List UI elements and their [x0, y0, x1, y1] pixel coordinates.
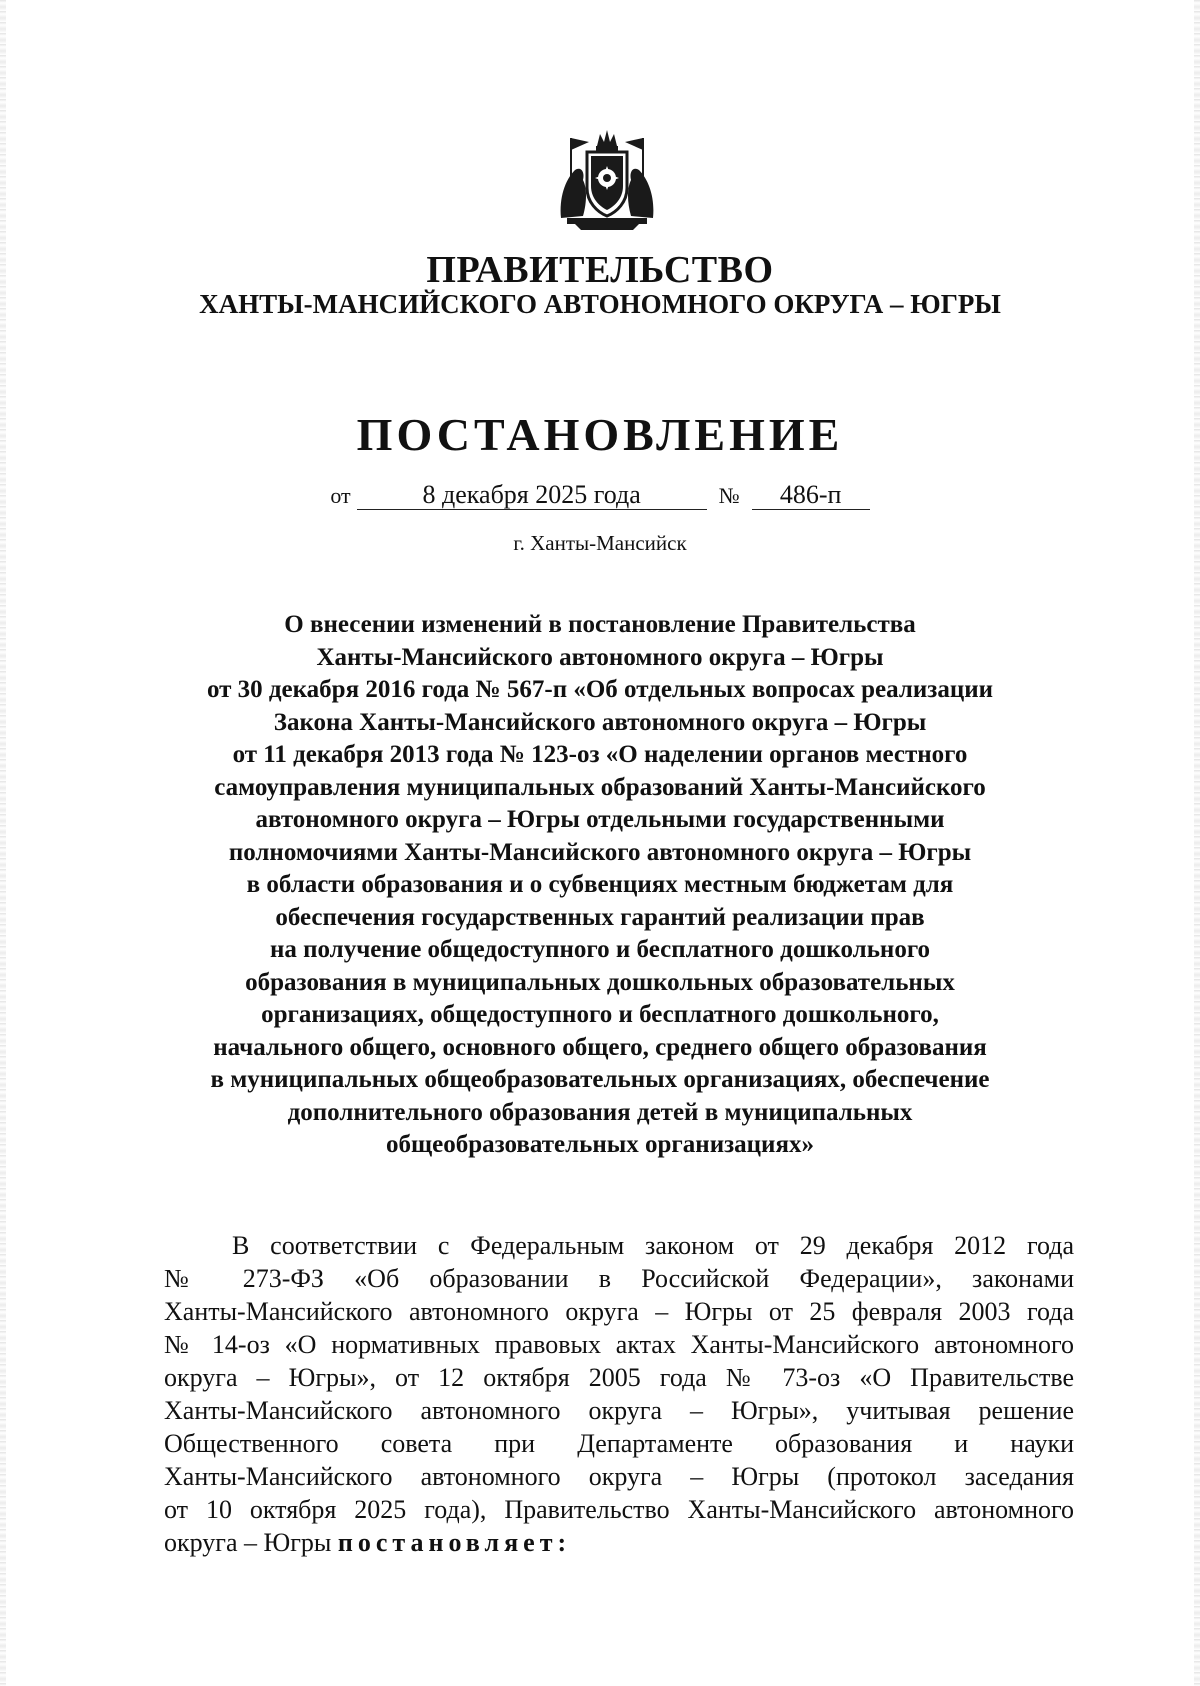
- heading-line: образования в муниципальных дошкольных образовательных: [245, 968, 955, 996]
- body-line: № 14-оз «О нормативных правовых актах Ханты-Мансийского автономного: [164, 1330, 1074, 1359]
- document-heading: [0, 609, 1200, 1162]
- body-line: № 273-ФЗ «Об образовании в Российской Федерации», законами: [164, 1264, 1074, 1293]
- heading-line: дополнительного образования детей в муниципальных: [287, 1098, 913, 1126]
- heading-line: от 30 декабря 2016 года № 567-п «Об отдельных вопросах реализации: [206, 676, 994, 703]
- body-line: Общественного совета при Департаменте образования и науки: [164, 1429, 1074, 1458]
- body-line: Ханты-Мансийского автономного округа – Югры (протокол заседания: [164, 1462, 1074, 1491]
- heading-line: начального общего, основного общего, среднего общего образования: [213, 1033, 987, 1061]
- heading-line: в муниципальных общеобразовательных организациях, обеспечение: [210, 1066, 990, 1093]
- government-title: ПРАВИТЕЛЬСТВО: [426, 249, 774, 291]
- body-line: В соответствии с Федеральным законом от 29 декабря 2012 года: [232, 1231, 1074, 1260]
- heading-line: самоуправления муниципальных образований Ханты-Мансийского: [214, 773, 986, 801]
- heading-line: от 11 декабря 2013 года № 123-оз «О наделении органов местного: [232, 741, 968, 768]
- document-date: 8 декабря 2025 года: [357, 481, 707, 510]
- body-paragraph: [164, 1229, 1074, 1559]
- heading-line: О внесении изменений в постановление Правительства: [284, 611, 916, 638]
- heading-line: в области образования и о субвенциях местным бюджетам для: [246, 871, 954, 898]
- resolves-keyword: постановляет:: [337, 1528, 572, 1557]
- heading-line: обеспечения государственных гарантий реализации прав: [275, 903, 925, 931]
- heading-line: Закона Ханты-Мансийского автономного округа – Югры: [273, 708, 927, 736]
- body-line: от 10 октября 2025 года), Правительство Ханты-Мансийского автономного: [164, 1495, 1074, 1524]
- document-type: ПОСТАНОВЛЕНИЕ: [356, 409, 844, 460]
- heading-line: общеобразовательных организациях»: [386, 1131, 814, 1158]
- body-final-text: округа – Югры: [164, 1528, 338, 1557]
- heading-line: полномочиями Ханты-Мансийского автономного округа – Югры: [228, 838, 972, 866]
- date-number-line: [0, 481, 1200, 510]
- coat-of-arms-icon: [553, 128, 661, 230]
- heading-line: автономного округа – Югры отдельными государственными: [255, 806, 945, 833]
- date-prefix: от: [330, 483, 351, 508]
- heading-line: на получение общедоступного и бесплатного дошкольного: [269, 936, 931, 963]
- body-line: округа – Югры», от 12 октября 2005 года № 73-оз «О Правительстве: [164, 1363, 1074, 1392]
- heading-line: Ханты-Мансийского автономного округа – Югры: [316, 643, 884, 671]
- document-number: 486-п: [752, 481, 870, 510]
- body-line: Ханты-Мансийского автономного округа – Югры», учитывая решение: [164, 1396, 1074, 1425]
- heading-line: организациях, общедоступного и бесплатного дошкольного,: [261, 1001, 939, 1028]
- city: г. Ханты-Мансийск: [513, 531, 687, 555]
- region-title: ХАНТЫ-МАНСИЙСКОГО АВТОНОМНОГО ОКРУГА – ЮГРЫ: [199, 289, 1001, 319]
- number-sign: №: [718, 483, 740, 508]
- body-line-final: [164, 1526, 1074, 1559]
- body-line: Ханты-Мансийского автономного округа – Югры от 25 февраля 2003 года: [164, 1297, 1074, 1326]
